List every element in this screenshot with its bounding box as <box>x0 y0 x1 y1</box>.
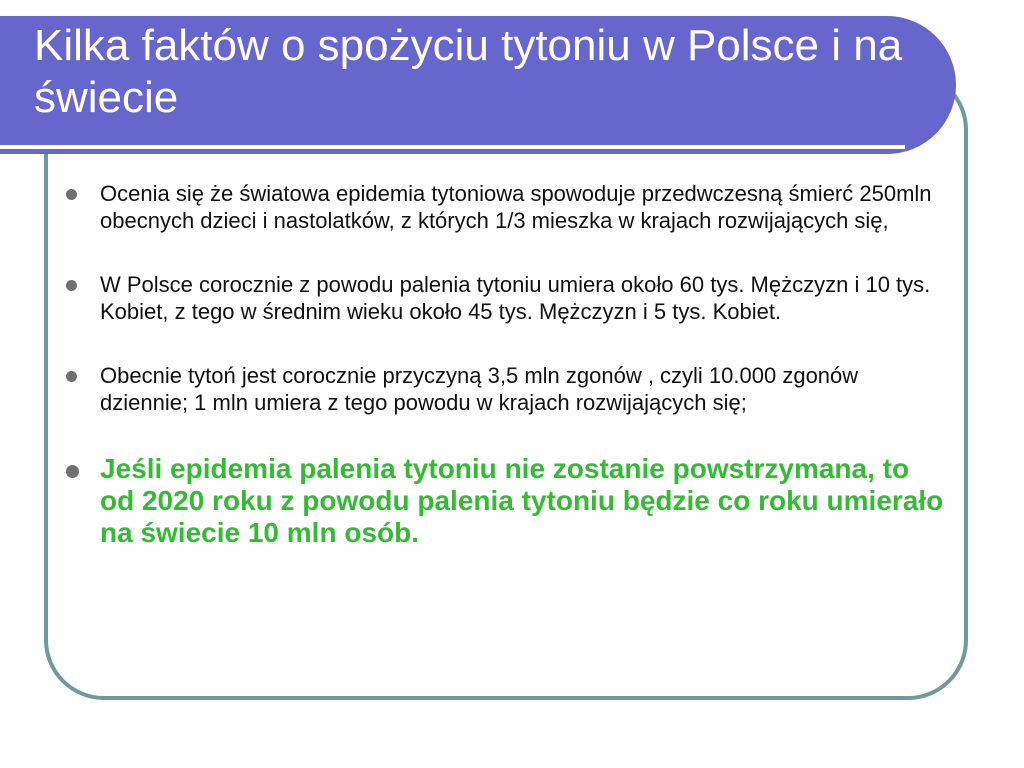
bullet-text: W Polsce corocznie z powodu palenia tytoniu umiera około 60 tys. Mężczyzn i 10 tys. Kobiet, z tego w średnim wieku około 45 tys. Mężczyzn i 5 tys. Kobiet. <box>100 272 931 324</box>
bullet-dot-icon <box>66 189 77 200</box>
bullet-item <box>60 271 950 325</box>
bullet-text: Jeśli epidemia palenia tytoniu nie zostanie powstrzymana, to od 2020 roku z powodu palenia tytoniu będzie co roku umierało na świecie 10 mln osób. <box>100 453 944 548</box>
bullet-item-highlight <box>60 453 950 549</box>
bullet-dot-icon <box>66 371 77 382</box>
bullet-item <box>60 180 950 234</box>
title-underline <box>0 145 905 149</box>
bullet-dot-icon <box>66 465 79 478</box>
bullet-dot-icon <box>66 280 77 291</box>
slide-title: Kilka faktów o spożyciu tytoniu w Polsce i na świecie <box>34 21 903 122</box>
bullet-text: Obecnie tytoń jest corocznie przyczyną 3,5 mln zgonów , czyli 10.000 zgonów dziennie; 1 mln umiera z tego powodu w krajach rozwijających się; <box>100 363 859 415</box>
bullet-item <box>60 362 950 416</box>
bullet-text: Ocenia się że światowa epidemia tytoniowa spowoduje przedwczesną śmierć 250mln obecnych dzieci i nastolatków, z których 1/3 mieszka w krajach rozwijających się, <box>100 181 932 233</box>
bullet-list <box>60 180 950 549</box>
